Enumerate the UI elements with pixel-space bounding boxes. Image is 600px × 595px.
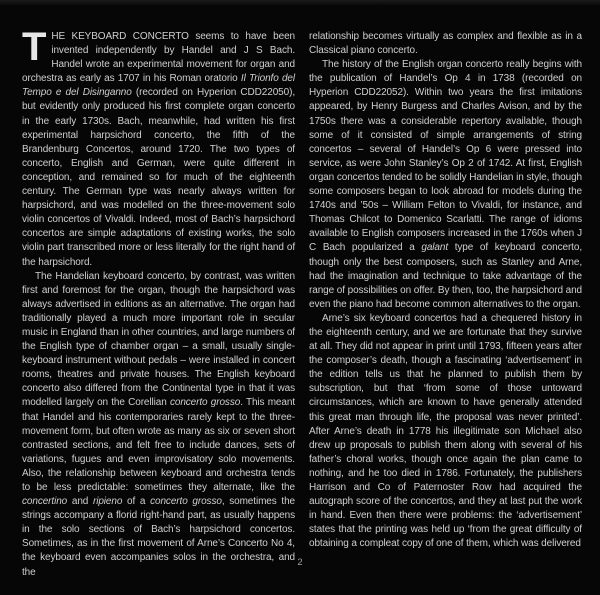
text-run: , sometimes the strings accompany a florid right-hand part, as usually happens in the solo sections of Bach’s harpsichord concertos. Sometimes, as in the first movement of Arne’s Concerto No 4, the keyboard even accompanies solos in the orchestra, and the: [22, 496, 295, 578]
paragraph: [309, 58, 582, 312]
text-run: The Handelian keyboard concerto, by contrast, was written first and foremost for the organ, though the harpsichord was always advertised in editions as an alternative. The organ had traditionally played a much more important role in secular music in England than in other countries, and large numbers of the English type of chamber organ – a small, usually single-keyboard instrument without pedals – were installed in concert rooms, theatres and private houses. The English keyboard concerto also differed from the Continental type in that it was modelled largely on the Corellian: [22, 270, 295, 409]
italic-text-run: concerto grosso: [150, 496, 222, 508]
italic-text-run: ripieno: [92, 496, 123, 508]
text-run: The history of the English organ concerto really begins with the publication of Handel’s Op 4 in 1738 (recorded on Hyperion CDD22052). Within two years the first imitations appeared, by Henry Burgess and Charles Avison, and by the 1750s there was a considerable repertory available, though some of it consisted of simple arrangements of string concertos – several of Handel’s Op 6 were pressed into service, as were John Stanley’s Op 2 of 1742. At first, English organ concertos tended to be solidly Handelian in style, though some composers began to look abroad for models during the 1740s and ’50s – William Felton to Vivaldi, for instance, and Thomas Chilcot to Domenico Scarlatti. The range of idioms available to English composers increased in the 1760s when J C Bach popularized a: [309, 59, 582, 254]
drop-cap: T: [22, 25, 47, 69]
paragraph: [22, 270, 295, 580]
text-run: type of keyboard concerto, though only the best composers, such as Stanley and Arne, had the imagination and technique to take advantage of the range of possibilities on offer. By then, too, the harpsichord and even the piano had become common alternatives to the organ.: [309, 242, 582, 310]
text-run: Arne’s six keyboard concertos had a chequered history in the eighteenth century, and we are fortunate that they survive at all. They did not appear in print until 1793, fifteen years after the composer’s death, though a fascinating ‘advertisement’ in the edition tells us that he planned to publish them by subscription, but that ‘from some of those untoward circumstances, which are known to have generally attended this great man through life, the proposal was never printed’. After Arne’s death in 1778 his illegitimate son Michael also drew up proposals to publish them along with several of his father’s choral works, though once again the plan came to nothing, and he too died in 1786. Fortunately, the publishers Harrison and Co of Paternoster Row had acquired the autograph score of the concertos, and they at last put the work in hand. Even then there were problems: the ‘advertisement’ states that the printing was held up ‘from the great difficulty of obtaining a compleat copy of one of them, which was delivered: [309, 312, 582, 550]
text-run: of a: [122, 496, 151, 508]
text-columns: [22, 25, 583, 580]
text-run: HE KEYBOARD CONCERTO seems to have been invented independently by Handel and J S Bach. Handel wrote an experimental movement for organ and orchestra as early as 1707 in his Roman oratorio: [22, 31, 295, 85]
text-column-left: [22, 25, 295, 580]
paragraph: [309, 312, 582, 552]
paragraph: [309, 30, 582, 58]
italic-text-run: galant: [421, 242, 449, 254]
italic-text-run: concertino: [22, 496, 68, 508]
paragraph: [22, 25, 295, 270]
scan-edge: [0, 0, 600, 6]
italic-text-run: concerto grosso: [169, 397, 241, 409]
text-run: (recorded on Hyperion CDD22050), but evidently only produced his first complete organ concerto in the early 1730s. Bach, meanwhile, had written his first experimental harpsichord concerto, the fifth of the Brandenburg Concertos, around 1720. The two types of concerto, English and German, were quite different in conception, and remained so for much of the eighteenth century. The German type was nearly always written for harpsichord, and was modelled on the three-movement solo violin concertos of Vivaldi. Indeed, most of Bach’s harpsichord concertos are simple adaptations of existing works, the solo violin part transcribed more or less literally for the right hand of the harpsichord.: [22, 87, 295, 268]
text-column-right: [309, 30, 582, 580]
text-run: and: [67, 496, 93, 508]
text-run: . This meant that Handel and his contemporaries rarely kept to the three-movement form, but often wrote as many as six or seven short contrasted sections, and felt free to include dances, sets of variations, fugues and even improvisatory solo movements. Also, the relationship between keyboard and orchestra tends to be less predictable: sometimes they alternate, like the: [22, 397, 295, 493]
page-number: 2: [297, 557, 303, 568]
italic-text-run: Il Trionfo del Tempo e del Disinganno: [22, 73, 295, 99]
text-run: relationship becomes virtually as complex and flexible as in a Classical piano concerto.: [309, 31, 582, 57]
